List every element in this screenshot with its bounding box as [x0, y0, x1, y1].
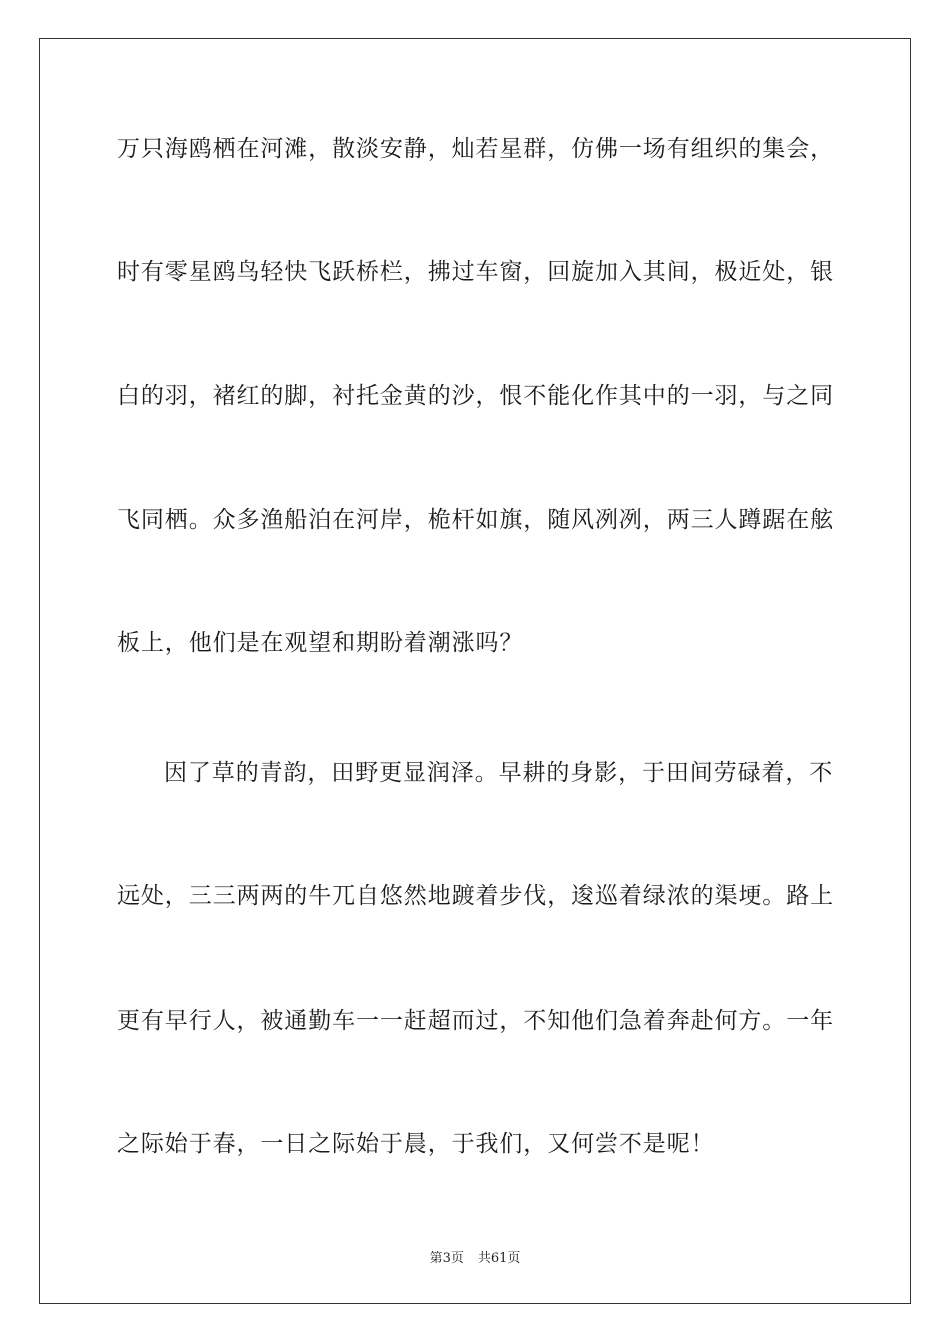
page-frame — [39, 38, 911, 1304]
paragraph-first-line: 因了草的青韵，田野更显润泽。早耕的身影，于田间劳碌着，不 — [164, 760, 834, 786]
page-footer — [0, 1247, 950, 1266]
body-text-line: 远处，三三两两的牛兀自悠然地踱着步伐，逡巡着绿浓的渠埂。路上 — [117, 883, 834, 909]
total-pages: 共61页 — [477, 1251, 521, 1266]
body-text-line: 万只海鸥栖在河滩，散淡安静，灿若星群，仿佛一场有组织的集会， — [117, 136, 834, 162]
body-text-line: 更有早行人，被通勤车一一赶超而过，不知他们急着奔赴何方。一年 — [117, 1008, 834, 1034]
body-text-line: 之际始于春，一日之际始于晨，于我们，又何尝不是呢！ — [117, 1131, 715, 1157]
page-number: 第3页 — [429, 1251, 464, 1266]
body-text-line: 飞同栖。众多渔船泊在河岸，桅杆如旗，随风冽冽，两三人蹲踞在舷 — [117, 507, 834, 533]
body-text-line: 板上，他们是在观望和期盼着潮涨吗？ — [117, 630, 524, 656]
body-text-line: 白的羽，褚红的脚，衬托金黄的沙，恨不能化作其中的一羽，与之同 — [117, 383, 834, 409]
body-text-line: 时有零星鸥鸟轻快飞跃桥栏，拂过车窗，回旋加入其间，极近处，银 — [117, 259, 834, 285]
